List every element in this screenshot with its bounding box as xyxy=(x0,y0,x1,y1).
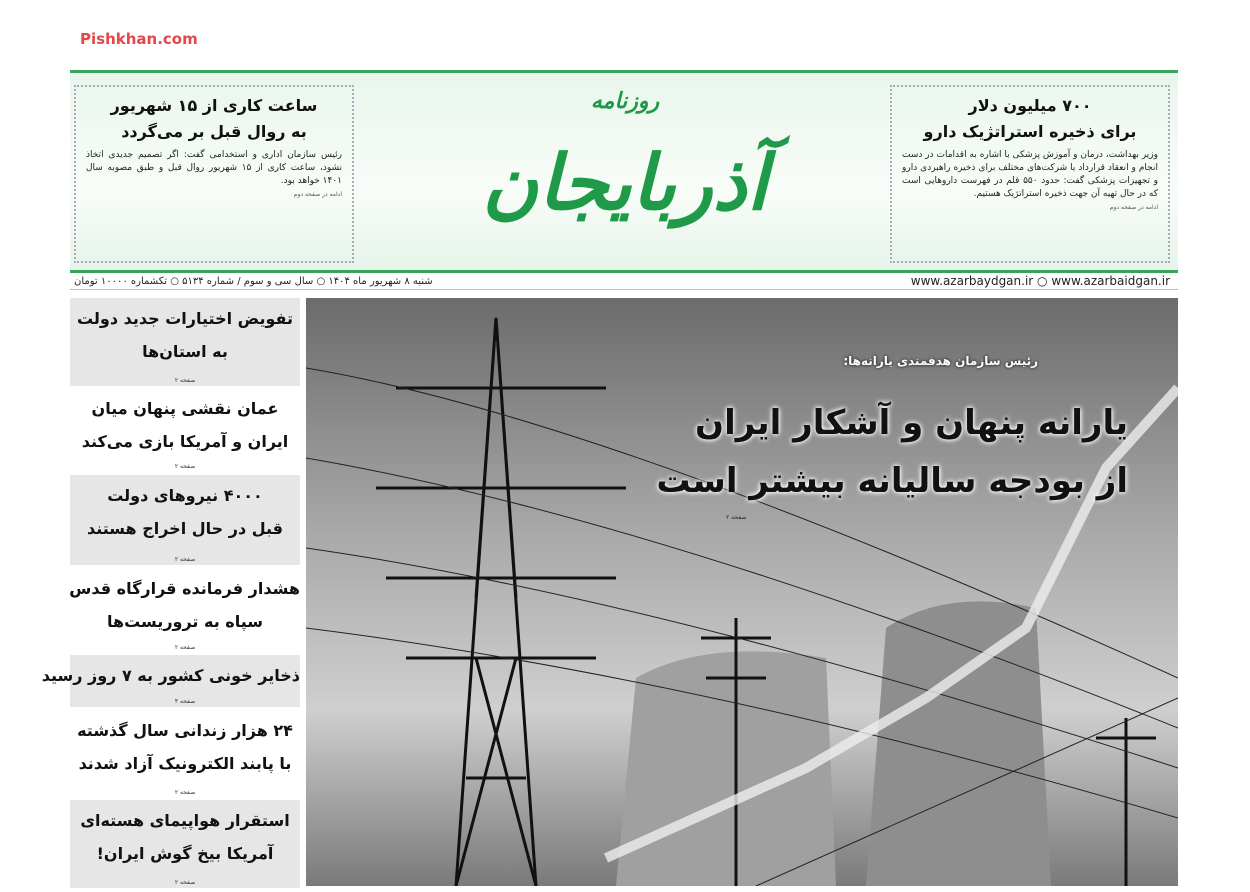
page-ref: صفحه ۲ xyxy=(171,376,199,386)
dateline xyxy=(70,270,1178,290)
page-ref: صفحه ۲ xyxy=(171,555,199,565)
headline-line: ۴۰۰۰ نیروهای دولت xyxy=(107,486,263,505)
headline-line: ذخایر خونی کشور به ۷ روز رسید xyxy=(41,666,300,685)
headline-line: ایران و آمریکا بازی می‌کند xyxy=(81,432,289,451)
watermark: Pishkhan.com xyxy=(80,30,198,48)
page-ref: صفحه ۲ xyxy=(171,643,199,653)
logo-subtitle: روزنامه xyxy=(590,89,660,114)
headline-line: ۲۴ هزار زندانی سال گذشته xyxy=(77,721,293,740)
headline-line: قبل در حال اخراج هستند xyxy=(86,519,284,538)
page-ref: صفحه ۲ xyxy=(171,462,199,472)
sidebar-story[interactable] xyxy=(70,568,300,653)
continued-note: ادامه در صفحه دوم xyxy=(293,191,342,198)
teaser-title: به روال قبل بر می‌گردد xyxy=(121,122,307,141)
headline-line: عمان نقشی پنهان میان xyxy=(91,399,279,418)
sidebar-story[interactable] xyxy=(70,475,300,565)
page-ref: صفحه ۲ xyxy=(726,514,747,521)
masthead xyxy=(70,70,1178,270)
newspaper-logo xyxy=(390,73,860,273)
lead-headline xyxy=(656,394,1128,510)
headline-line: سپاه به تروریست‌ها xyxy=(106,612,263,631)
sidebar-story[interactable] xyxy=(70,710,300,798)
right-teaser-box[interactable] xyxy=(890,85,1170,263)
teaser-title: برای ذخیره استراتژیک دارو xyxy=(923,122,1137,141)
headline-line: به استان‌ها xyxy=(142,342,228,361)
left-teaser-box[interactable] xyxy=(74,85,354,263)
sidebar-story[interactable] xyxy=(70,298,300,386)
sidebar-story[interactable] xyxy=(41,655,300,707)
issue-date: شنبه ۸ شهریور ماه ۱۴۰۴ ○ سال سی و سوم / شماره ۵۱۳۴ ○ تکشماره ۱۰۰۰۰ تومان xyxy=(74,276,433,287)
teaser-title: ساعت کاری از ۱۵ شهریور xyxy=(110,96,318,115)
teaser-body: وزیر بهداشت، درمان و آموزش پزشکی با اشاره به اقدامات در دست انجام و انعقاد قرارداد با شرکت‌های مختلف برای ذخیره راهبردی دارو و تجهیزات پزشکی گفت: حدود ۵۵۰ قلم در فهرست داروهایی است که در حال تهیه آن جهت ذخیره استراتژیک هستیم. xyxy=(902,150,1158,199)
page-ref: صفحه ۴ xyxy=(171,697,199,707)
teaser-title: ۷۰۰ میلیون دلار xyxy=(968,96,1092,115)
logo-text: آذربایجان xyxy=(482,138,768,227)
newspaper-page xyxy=(41,70,1178,888)
page-ref: صفحه ۲ xyxy=(171,878,199,888)
sidebar-story[interactable] xyxy=(70,800,300,888)
lead-kicker: رئیس سازمان هدفمندی یارانه‌ها: xyxy=(843,354,1038,368)
headline-line: از بودجه سالیانه بیشتر است xyxy=(656,461,1128,501)
continued-note: ادامه در صفحه دوم xyxy=(1109,204,1158,211)
power-tower-illustration xyxy=(306,298,1178,886)
lead-story-photo[interactable] xyxy=(306,298,1178,886)
teaser-body: رئیس سازمان اداری و استخدامی گفت: اگر تصمیم جدیدی اتخاذ نشود، ساعت کاری از ۱۵ شهریور روال قبل و طبق مصوبه سال ۱۴۰۱ خواهد بود. xyxy=(86,150,343,186)
headline-line: هشدار فرمانده قرارگاه قدس xyxy=(69,579,300,598)
sidebar-headlines xyxy=(41,298,300,888)
website-urls[interactable]: www.azarbaydgan.ir ○ www.azarbaidgan.ir xyxy=(910,274,1170,288)
headline-line: با پابند الکترونیک آزاد شدند xyxy=(78,754,292,773)
headline-line: استقرار هواپیمای هسته‌ای xyxy=(80,811,290,830)
page-ref: صفحه ۲ xyxy=(171,788,199,798)
headline-line: تفویض اختیارات جدید دولت xyxy=(76,309,294,328)
sidebar-story[interactable] xyxy=(70,388,300,472)
headline-line: آمریکا بیخ گوش ایران! xyxy=(96,844,274,863)
headline-line: یارانه پنهان و آشکار ایران xyxy=(695,403,1128,443)
